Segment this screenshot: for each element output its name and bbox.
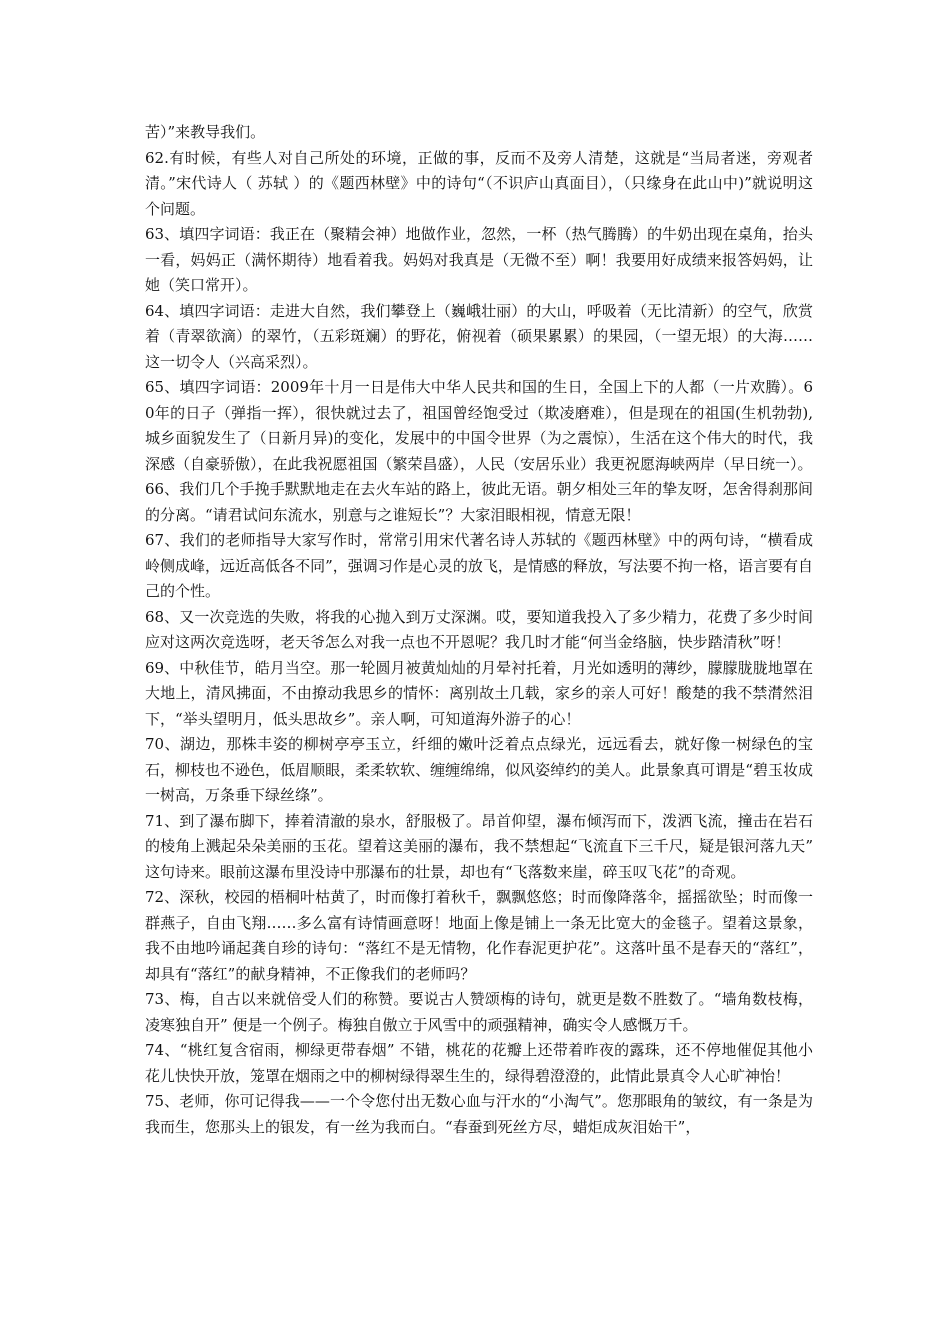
paragraph-65: 65、填四字词语：2009年十月一日是伟大中华人民共和国的生日，全国上下的人都（一片欢腾）。60年的日子（弹指一挥），很快就过去了，祖国曾经饱受过（欺凌磨难），但是现在的祖国(生机勃勃),城乡面貌发生了（日新月异)的变化，发展中的中国令世界（为之震惊），生活在这个伟大的时代，我深感（自豪骄傲），在此我祝愿祖国（繁荣昌盛），人民（安居乐业）我更祝愿海峡两岸（早日统一）。 — [145, 378, 813, 473]
paragraph-70: 70、湖边，那株丰姿的柳树亭亭玉立，纤细的嫩叶泛着点点绿光，远远看去，就好像一树绿色的宝石，柳枝也不逊色，低眉顺眼，柔柔软软、缠缠绵绵，似风姿绰约的美人。此景象真可谓是“碧玉妆成一树高，万条垂下绿丝绦”。 — [145, 735, 813, 804]
paragraph-73: 73、梅，自古以来就倍受人们的称赞。要说古人赞颂梅的诗句，就更是数不胜数了。“墙角数枝梅，凌寒独自开” 便是一个例子。梅独自傲立于风雪中的顽强精神，确实令人感慨万千。 — [145, 990, 813, 1034]
paragraph-71: 71、到了瀑布脚下，捧着清澈的泉水，舒服极了。昂首仰望，瀑布倾泻而下，泼洒飞流，撞击在岩石的棱角上溅起朵朵美丽的玉花。望着这美丽的瀑布，我不禁想起“飞流直下三千尺，疑是银河落九天” 这句诗来。眼前这瀑布里没诗中那瀑布的壮景，却也有“飞落数来崖，碎玉叹飞花”的奇观。 — [145, 811, 813, 881]
paragraph-63: 63、填四字词语：我正在（聚精会神）地做作业，忽然，一杯（热气腾腾）的牛奶出现在桌角，抬头一看，妈妈正（满怀期待）地看着我。妈妈对我真是（无微不至）啊！我要用好成绩来报答妈妈，让她（笑口常开）。 — [145, 225, 813, 294]
paragraph-68: 68、又一次竞选的失败，将我的心抛入到万丈深渊。哎，要知道我投入了多少精力，花费了多少时间应对这两次竞选呀，老天爷怎么对我一点也不开恩呢？我几时才能“何当金络脑，快步踏清秋”呀！ — [145, 607, 813, 651]
paragraph-74: 74、“桃红复含宿雨，柳绿更带春烟” 不错，桃花的花瓣上还带着昨夜的露珠，还不停地催促其他小花儿快快开放，笼罩在烟雨之中的柳树绿得翠生生的，绿得碧澄澄的，此情此景真令人心旷神怡！ — [145, 1041, 813, 1085]
paragraph-61-end: 苦）”来教导我们。 — [145, 123, 266, 141]
paragraph-62: 62.有时候，有些人对自己所处的环境，正做的事，反而不及旁人清楚，这就是“当局者迷，旁观者清。”宋代诗人（ 苏轼 ）的《题西林壁》中的诗句“（不识庐山真面目），（只缘身在此山中)”就说明这个问题。 — [145, 148, 813, 218]
paragraph-72: 72、深秋，校园的梧桐叶枯黄了，时而像打着秋千，飘飘悠悠；时而像降落伞，摇摇欲坠；时而像一群燕子，自由飞翔……多么富有诗情画意呀！地面上像是铺上一条无比宽大的金毯子。望着这景象，我不由地吟诵起龚自珍的诗句：“落红不是无情物，化作春泥更护花”。这落叶虽不是春天的“落红”，却具有“落红”的献身精神，不正像我们的老师吗？ — [145, 888, 813, 983]
paragraph-69: 69、中秋佳节，皓月当空。那一轮圆月被黄灿灿的月晕衬托着，月光如透明的薄纱，朦朦胧胧地罩在大地上，清风拂面，不由撩动我思乡的情怀：离别故土几载，家乡的亲人可好！酸楚的我不禁潸然泪下，“举头望明月，低头思故乡”。亲人啊，可知道海外游子的心！ — [145, 658, 813, 728]
paragraph-64: 64、填四字词语：走进大自然，我们攀登上（巍峨壮丽）的大山，呼吸着（无比清新）的空气，欣赏着（青翠欲滴）的翠竹，（五彩斑斓）的野花，俯视着（硕果累累）的果园，（一望无垠）的大海……这一切令人（兴高采烈）。 — [145, 301, 813, 371]
document-body — [145, 120, 813, 1140]
paragraph-75: 75、老师，你可记得我——一个令您付出无数心血与汗水的“小淘气”。您那眼角的皱纹，有一条是为我而生，您那头上的银发，有一丝为我而白。“春蚕到死丝方尽，蜡炬成灰泪始干”， — [145, 1092, 813, 1136]
paragraph-67: 67、我们的老师指导大家写作时，常常引用宋代著名诗人苏轼的《题西林壁》中的两句诗，“横看成岭侧成峰，远近高低各不同”，强调习作是心灵的放飞，是情感的释放，写法要不拘一格，语言要有自己的个性。 — [145, 531, 813, 600]
paragraph-66: 66、我们几个手挽手默默地走在去火车站的路上，彼此无语。朝夕相处三年的挚友呀，怎舍得刹那间的分离。“请君试问东流水，别意与之谁短长”？大家泪眼相视，情意无限！ — [145, 480, 813, 524]
